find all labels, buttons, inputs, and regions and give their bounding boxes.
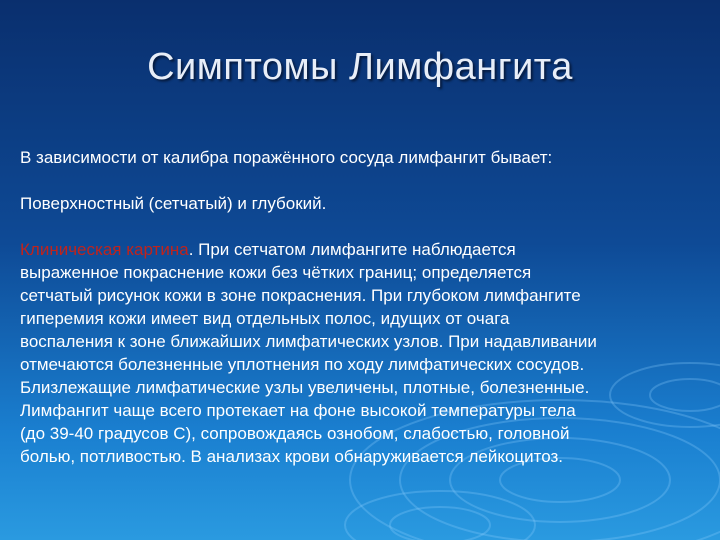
slide-title: Симптомы Лимфангита — [147, 46, 573, 88]
clinical-line: выраженное покраснение кожи без чётких границ; определяется — [20, 263, 532, 282]
types-text: Поверхностный (сетчатый) и глубокий. — [20, 194, 327, 213]
clinical-first-line-rest: . При сетчатом лимфангите наблюдается — [188, 240, 516, 259]
clinical-line: воспаления к зоне ближайших лимфатических узлов. При надавливании — [20, 332, 597, 351]
clinical-line: (до 39-40 градусов С), сопровождаясь ознобом, слабостью, головной — [20, 424, 570, 443]
clinical-first-line — [20, 238, 710, 261]
clinical-label: Клиническая картина — [20, 240, 189, 259]
clinical-line: болью, потливостью. В анализах крови обнаруживается лейкоцитоз. — [20, 447, 564, 466]
clinical-line: отмечаются болезненные уплотнения по ходу лимфатических сосудов. — [20, 355, 585, 374]
slide-body — [20, 146, 710, 468]
intro-text: В зависимости от калибра поражённого сосуда лимфангит бывает: — [20, 148, 553, 167]
clinical-paragraph — [20, 238, 710, 468]
clinical-line: Лимфангит чаще всего протекает на фоне высокой температуры тела — [20, 401, 576, 420]
clinical-line: гиперемия кожи имеет вид отдельных полос, идущих от очага — [20, 309, 510, 328]
clinical-line: сетчатый рисунок кожи в зоне покраснения. При глубоком лимфангите — [20, 286, 581, 305]
clinical-line: Близлежащие лимфатические узлы увеличены, плотные, болезненные. — [20, 378, 590, 397]
